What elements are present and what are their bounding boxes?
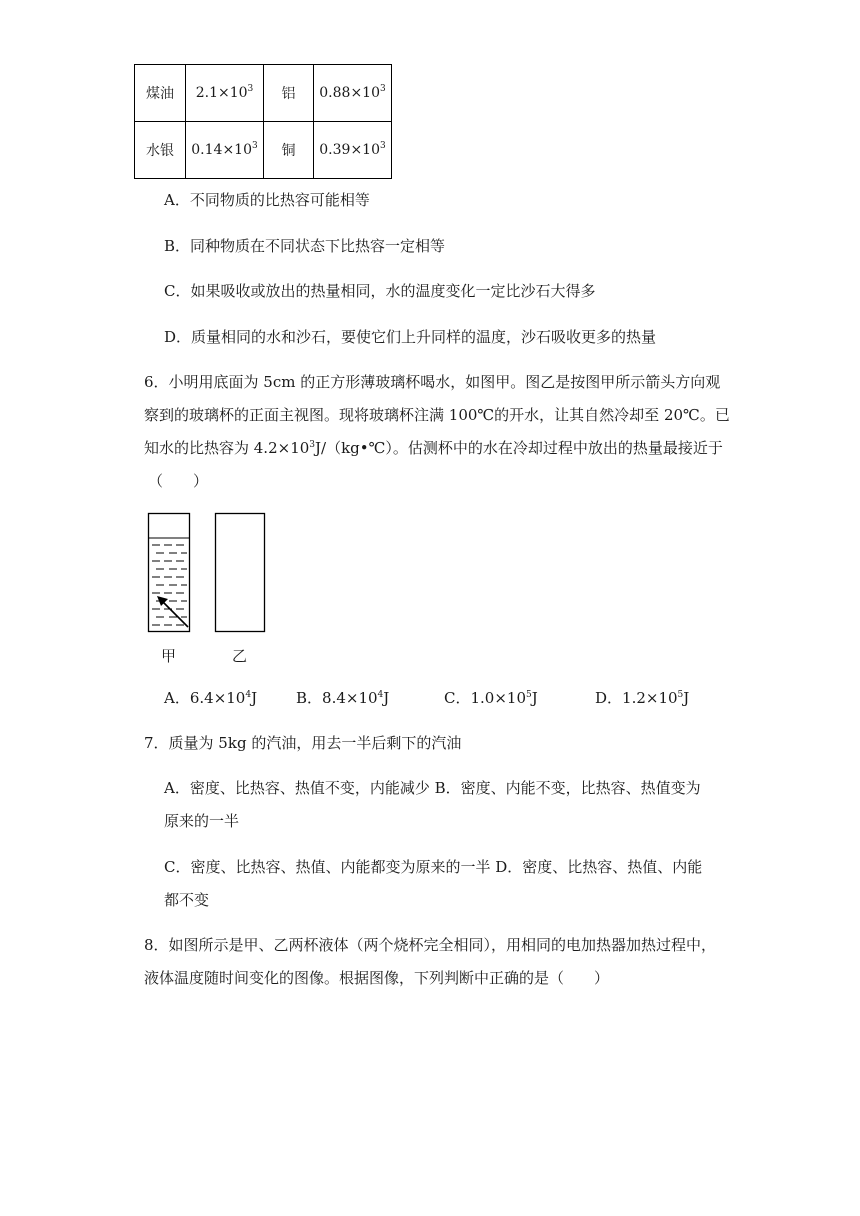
q6-option-b: B．$8.4\times 10^4J$	[296, 689, 390, 707]
q7-options-line1: A．密度、比热容、热值不变，内能减少 B．密度、内能不变，比热容、热值变为	[164, 779, 701, 797]
q6-stem-line3: 知水的比热容为 $4.2\times 10^3J/(kg•℃)$。估测杯中的水在冷却过程中放出的热量最接近于	[144, 439, 723, 457]
cup-a-illustration	[149, 514, 190, 632]
table-cell: $0.88\times 10^3$	[314, 65, 392, 122]
table-cell: $0.14\times 10^3$	[186, 122, 264, 179]
table-cell: 水银	[135, 122, 186, 179]
q6-option-c: C．$1.0\times 10^5J$	[444, 689, 538, 707]
q5-option-a: A．不同物质的比热容可能相等	[164, 191, 370, 209]
table-cell: 煤油	[135, 65, 186, 122]
q6-option-a: A．$6.4\times 10^4J$	[164, 689, 258, 707]
q6-stem-line1: 6．小明用底面为 5cm 的正方形薄玻璃杯喝水，如图甲。图乙是按图甲所示箭头方向观	[144, 373, 721, 391]
q7-options-line3: C．密度、比热容、热值、内能都变为原来的一半 D．密度、比热容、热值、内能	[164, 858, 703, 876]
table-cell: 铝	[264, 65, 314, 122]
q5-option-c: C．如果吸收或放出的热量相同，水的温度变化一定比沙石大得多	[164, 282, 596, 300]
cup-b-front-view	[216, 514, 265, 632]
table-cell: 铜	[264, 122, 314, 179]
figure-label-a: 甲	[161, 647, 177, 665]
q7-stem: 7．质量为 5kg 的汽油，用去一半后剩下的汽油	[144, 734, 462, 752]
table-row	[135, 122, 392, 179]
table-cell: $0.39\times 10^3$	[314, 122, 392, 179]
q8-stem-line1: 8．如图所示是甲、乙两杯液体（两个烧杯完全相同），用相同的电加热器加热过程中，	[144, 936, 717, 954]
view-direction-arrow	[162, 601, 188, 627]
q5-option-d: D．质量相同的水和沙石，要使它们上升同样的温度，沙石吸收更多的热量	[164, 328, 657, 346]
table-cell: $2.1\times 10^3$	[186, 65, 264, 122]
q6-option-d: D．$1.2\times 10^5J$	[595, 689, 690, 707]
table-row	[135, 65, 392, 122]
glass-cup-figure	[140, 505, 280, 665]
q6-answer-blank: （ ）	[148, 472, 209, 490]
q7-options-line2: 原来的一半	[164, 812, 240, 830]
q5-option-b: B．同种物质在不同状态下比热容一定相等	[164, 237, 446, 255]
specific-heat-table	[134, 64, 392, 179]
q7-options-line4: 都不变	[164, 891, 210, 909]
q6-stem-line2: 察到的玻璃杯的正面主视图。现将玻璃杯注满 100℃的开水，让其自然冷却至 20℃。已	[144, 406, 730, 424]
q8-stem-line2: 液体温度随时间变化的图像。根据图像，下列判断中正确的是（ ）	[144, 969, 610, 987]
figure-label-b: 乙	[232, 647, 248, 665]
